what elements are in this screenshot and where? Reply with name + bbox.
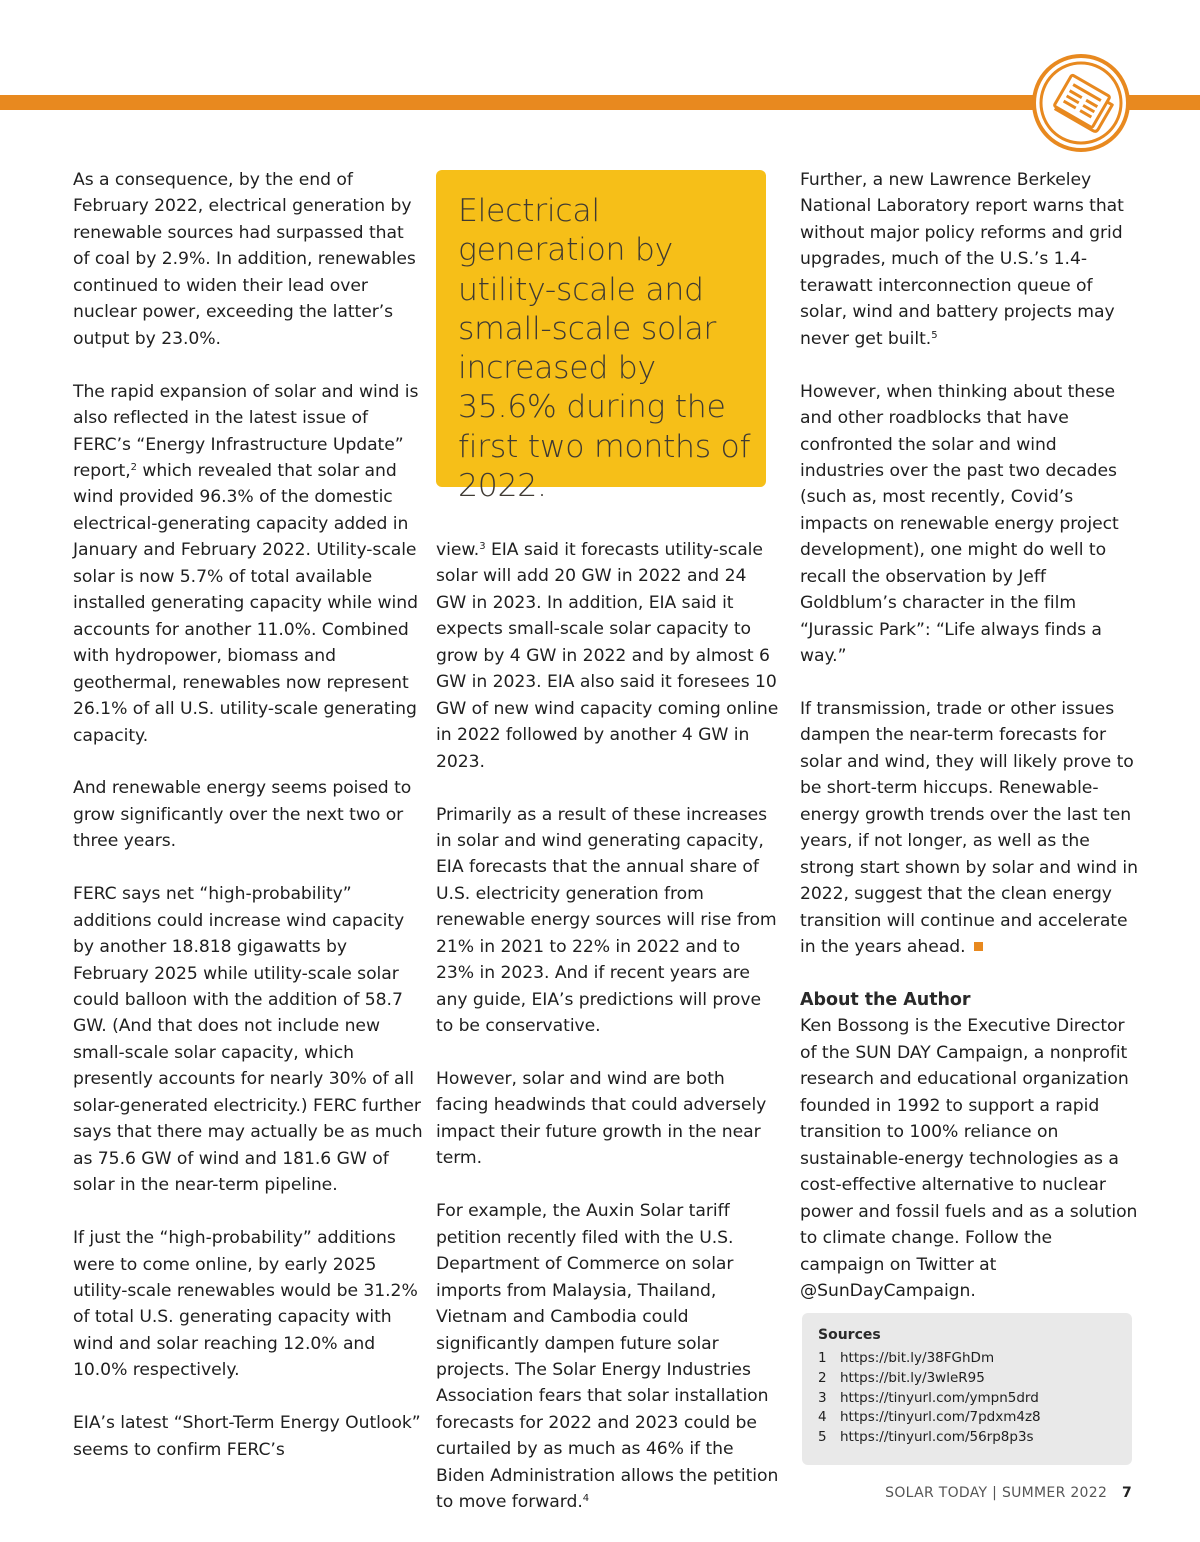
source-link[interactable]: https://tinyurl.com/ympn5drd	[840, 1389, 1039, 1406]
paragraph	[436, 1198, 781, 1515]
paragraph	[800, 167, 1140, 352]
paragraph-text: Further, a new Lawrence Berkeley National Laboratory report warns that without major policy reforms and grid upgrades, much of the U.S.’s 1.4-terawatt interconnection queue of solar, wind and battery projects may never get built.	[800, 170, 1124, 349]
paragraph-text: view.	[436, 540, 480, 560]
paragraph	[73, 379, 423, 749]
footnote-ref: 4	[582, 1493, 590, 1505]
source-item	[818, 1428, 1116, 1448]
paragraph: EIA’s latest “Short-Term Energy Outlook” seems to confirm FERC’s	[73, 1413, 421, 1460]
paragraph: Primarily as a result of these increases in solar and wind generating capacity, EIA forecasts that the annual share of U.S. electricity generation from renewable energy sources will rise from 21% in 2021 to 22% in 2022 and to 23% in 2023. And if recent years are any guide, EIA’s predictions will prove to be conservative.	[436, 804, 777, 1037]
publication-name: SOLAR TODAY	[885, 1485, 988, 1501]
end-of-article-icon	[974, 942, 983, 951]
paragraph: And renewable energy seems poised to grow significantly over the next two or three years.	[73, 778, 412, 852]
article-column-3	[800, 167, 1140, 1331]
sources-list	[818, 1349, 1116, 1448]
issue-label: SUMMER 2022	[1001, 1485, 1108, 1501]
article-column-2	[436, 537, 781, 1542]
source-link[interactable]: https://bit.ly/38FGhDm	[840, 1350, 995, 1366]
sources-title: Sources	[818, 1327, 881, 1343]
source-item	[818, 1408, 1116, 1428]
paragraph	[436, 537, 781, 775]
footnote-ref: 5	[931, 329, 938, 341]
page-number: 7	[1121, 1485, 1132, 1501]
paragraph: However, when thinking about these and other roadblocks that have confronted the solar and wind industries over the past two decades (such as, most recently, Covid’s impacts on renewable energy project development), one might do well to recall the observation by Jeff Goldblum’s character in the film “Jurassic Park”: “Life always finds a way.”	[800, 381, 1119, 667]
header-accent-bar	[0, 95, 1200, 110]
paragraph: As a consequence, by the end of February 2022, electrical generation by renewable sources had surpassed that of coal by 2.9%. In addition, renewables continued to widen their lead over nuclear power, exceeding the latter’s output by 23.0%.	[73, 170, 416, 349]
source-link[interactable]: https://tinyurl.com/56rp8p3s	[840, 1429, 1034, 1446]
source-link[interactable]: https://bit.ly/3wleR95	[840, 1369, 985, 1386]
paragraph-text: For example, the Auxin Solar tariff petition recently filed with the U.S. Department of Commerce on solar imports from Malaysia, Thailand, Vietnam and Cambodia could significantly dampen future solar projects. The Solar Energy Industries Association fears that solar installation forecasts for 2022 and 2023 could be curtailed by as much as 46% if the Biden Administration allows the petition to move forward.	[436, 1201, 779, 1513]
footnote-ref: 3	[479, 541, 486, 552]
paragraph	[800, 696, 1140, 961]
author-heading: About the Author	[800, 990, 971, 1010]
paragraph: However, solar and wind are both facing headwinds that could adversely impact their future growth in the near term.	[436, 1069, 767, 1169]
paragraph-text: The rapid expansion of solar and wind is also reflected in the latest issue of FERC’s “Energy Infrastructure Update” report,	[73, 381, 419, 481]
pull-quote-box	[436, 170, 766, 505]
article-column-1	[73, 167, 423, 1490]
footnote-ref: 2	[130, 461, 137, 473]
source-number: 5	[818, 1429, 827, 1446]
source-item	[818, 1349, 1116, 1369]
author-bio: Ken Bossong is the Executive Director of the SUN DAY Campaign, a nonprofit research and educational organization founded in 1992 to support a rapid transition to 100% reliance on sustainable-energy technologies as a cost-effective alternative to nuclear power and fossil fuels and as a solution to climate change. Follow the campaign on Twitter at @SunDayCampaign.	[800, 1016, 1138, 1301]
source-item	[818, 1389, 1116, 1409]
source-number: 1	[818, 1350, 827, 1366]
paragraph-text: If transmission, trade or other issues dampen the near-term forecasts for solar and wind, they will likely prove to be short-term hiccups. Renewable-energy growth trends over the last ten years, if not longer, as well as the strong start shown by solar and wind in 2022, suggest that the clean energy transition will continue and accelerate in the years ahead.	[800, 699, 1138, 958]
source-link[interactable]: https://tinyurl.com/7pdxm4z8	[840, 1409, 1041, 1426]
sources-box	[802, 1313, 1132, 1465]
source-number: 2	[818, 1369, 827, 1386]
page-footer	[885, 1485, 1132, 1501]
paragraph-text: which revealed that solar and wind provided 96.3% of the domestic electrical-generating capacity added in January and February 2022. Utility-scale solar is now 5.7% of total available installed generating capacity while wind accounts for another 11.0%. Combined with hydropower, biomass and geothermal, renewables now represent 26.1% of all U.S. utility-scale generating capacity.	[73, 460, 418, 746]
footer-separator: |	[992, 1485, 998, 1501]
source-number: 4	[818, 1409, 827, 1426]
paragraph-text: EIA said it forecasts utility-scale solar will add 20 GW in 2022 and 24 GW in 2023. In addition, EIA said it expects small-scale solar capacity to grow by 4 GW in 2022 and by almost 6 GW in 2023. EIA also said it foresees 10 GW of new wind capacity coming online in 2022 followed by another 4 GW in 2023.	[436, 540, 779, 772]
paragraph: FERC says net “high-probability” additions could increase wind capacity by another 18.818 gigawatts by February 2025 while utility-scale solar could balloon with the addition of 58.7 GW. (And that does not include new small-scale solar capacity, which presently accounts for nearly 30% of all solar-generated electricity.) FERC further says that there may actually be as much as 75.6 GW of wind and 181.6 GW of solar in the near-term pipeline.	[73, 884, 423, 1196]
newspaper-icon	[1031, 53, 1131, 153]
source-number: 3	[818, 1389, 827, 1406]
paragraph: If just the “high-probability” additions were to come online, by early 2025 utility-scale renewables would be 31.2% of total U.S. generating capacity with wind and solar reaching 12.0% and 10.0% respectively.	[73, 1228, 418, 1381]
source-item	[818, 1369, 1116, 1389]
pull-quote-text: Electrical generation by utility-scale and small-scale solar increased by 35.6% during the first two months of 2022.	[458, 193, 751, 505]
